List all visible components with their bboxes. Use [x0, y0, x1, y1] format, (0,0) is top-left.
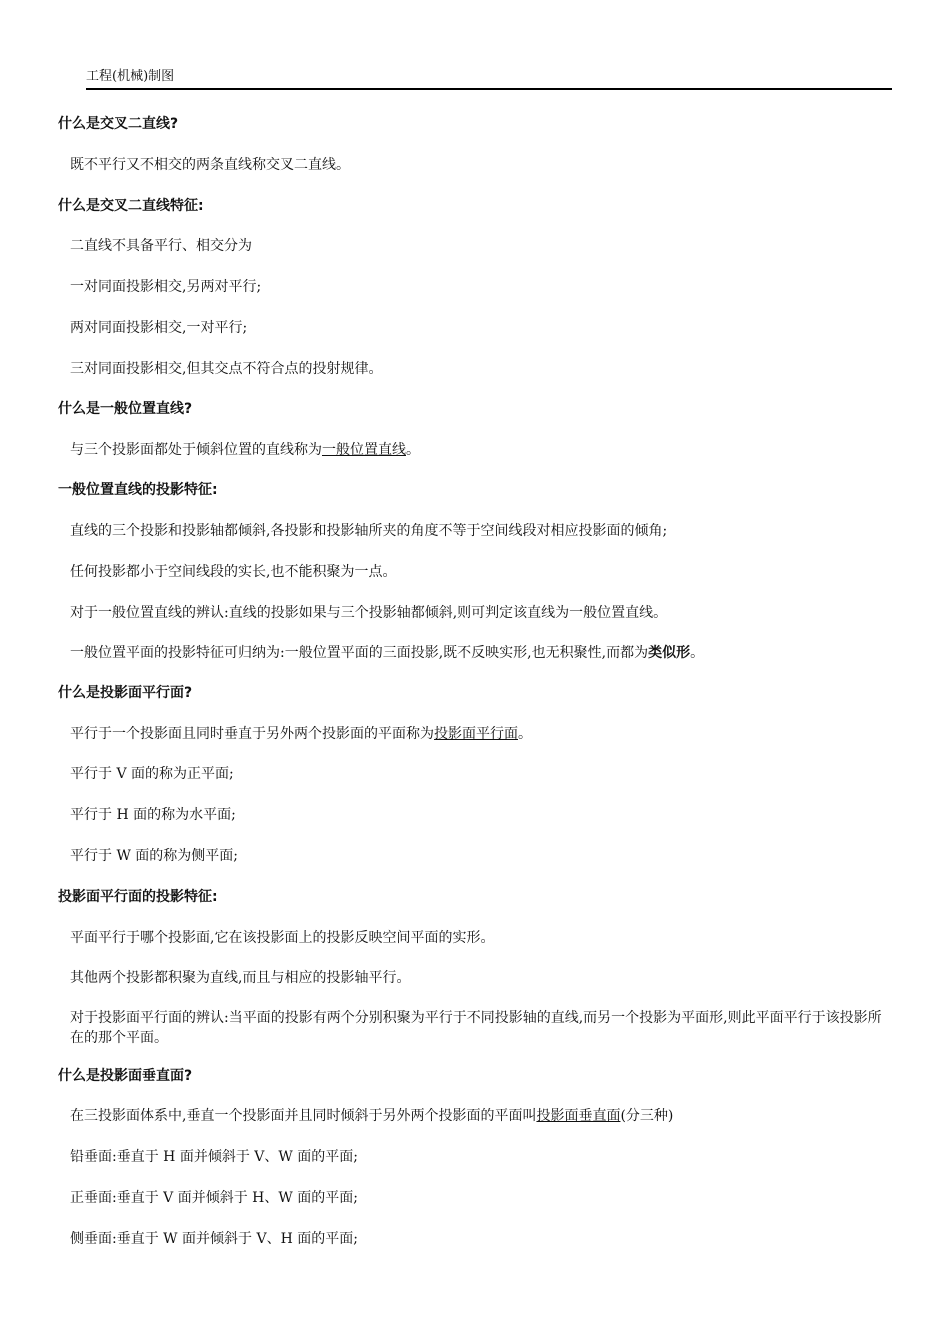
question-heading: 什么是交叉二直线?: [58, 116, 179, 132]
answer-line: 既不平行又不相交的两条直线称交叉二直线。: [70, 157, 350, 173]
qa-block: [58, 114, 892, 175]
answer-text: 平行于一个投影面且同时垂直于另外两个投影面的平面称为: [70, 726, 434, 742]
document-body: [58, 114, 892, 1249]
qa-block: [58, 887, 892, 1048]
underlined-term: 投影面垂直面: [536, 1108, 621, 1124]
answer-text: 与三个投影面都处于倾斜位置的直线称为: [70, 442, 322, 458]
question-heading: 什么是一般位置直线?: [58, 401, 193, 417]
qa-block: [58, 399, 892, 460]
question-heading: 什么是交叉二直线特征:: [58, 198, 204, 214]
answer-line: 侧垂面:垂直于 W 面并倾斜于 V、H 面的平面;: [70, 1231, 358, 1247]
answer-suffix: 。: [690, 645, 705, 661]
answer-line: 正垂面:垂直于 V 面并倾斜于 H、W 面的平面;: [70, 1190, 358, 1206]
answer-line: [58, 440, 892, 460]
answer-suffix: 。: [518, 726, 532, 742]
qa-block: [58, 683, 892, 866]
bold-term: 类似形: [648, 645, 691, 661]
answer-line: 任何投影都小于空间线段的实长,也不能积聚为一点。: [70, 564, 397, 580]
answer-line: 平行于 V 面的称为正平面;: [70, 766, 234, 782]
answer-line: 对于投影面平行面的辨认:当平面的投影有两个分别积聚为平行于不同投影轴的直线,而另一个投影为平面形,则此平面平行于该投影所在的那个平面。: [70, 1010, 882, 1046]
answer-line: 平面平行于哪个投影面,它在该投影面上的投影反映空间平面的实形。: [70, 930, 495, 946]
question-heading: 一般位置直线的投影特征:: [58, 482, 218, 498]
qa-block: [58, 196, 892, 379]
answer-line: 一对同面投影相交,另两对平行;: [70, 279, 262, 295]
header-title: 工程(机械)制图: [86, 69, 175, 84]
answer-line: 平行于 W 面的称为侧平面;: [70, 848, 239, 864]
underlined-term: 一般位置直线: [322, 442, 406, 458]
answer-suffix: (分三种): [620, 1108, 674, 1124]
page-header: [86, 68, 892, 90]
answer-line: 直线的三个投影和投影轴都倾斜,各投影和投影轴所夹的角度不等于空间线段对相应投影面的倾角;: [70, 523, 668, 539]
answer-line: 二直线不具备平行、相交分为: [70, 238, 252, 254]
qa-block: [58, 1066, 892, 1249]
qa-block: [58, 480, 892, 663]
answer-line: 铅垂面:垂直于 H 面并倾斜于 V、W 面的平面;: [70, 1149, 358, 1165]
question-heading: 什么是投影面平行面?: [58, 685, 193, 701]
underlined-term: 投影面平行面: [434, 726, 518, 742]
answer-line: [58, 643, 892, 663]
answer-suffix: 。: [406, 442, 420, 458]
answer-line: 平行于 H 面的称为水平面;: [70, 807, 236, 823]
answer-line: [58, 1106, 892, 1126]
answer-text: 一般位置平面的投影特征可归纳为:一般位置平面的三面投影,既不反映实形,也无积聚性,而都为: [70, 645, 649, 661]
answer-line: 对于一般位置直线的辨认:直线的投影如果与三个投影轴都倾斜,则可判定该直线为一般位置直线。: [70, 605, 668, 621]
answer-line: 其他两个投影都积聚为直线,而且与相应的投影轴平行。: [70, 970, 411, 986]
answer-line: [58, 724, 892, 744]
answer-line: 两对同面投影相交,一对平行;: [70, 320, 248, 336]
question-heading: 投影面平行面的投影特征:: [58, 889, 218, 905]
answer-text: 在三投影面体系中,垂直一个投影面并且同时倾斜于另外两个投影面的平面叫: [70, 1108, 537, 1124]
answer-line: 三对同面投影相交,但其交点不符合点的投射规律。: [70, 361, 383, 377]
question-heading: 什么是投影面垂直面?: [58, 1068, 193, 1084]
